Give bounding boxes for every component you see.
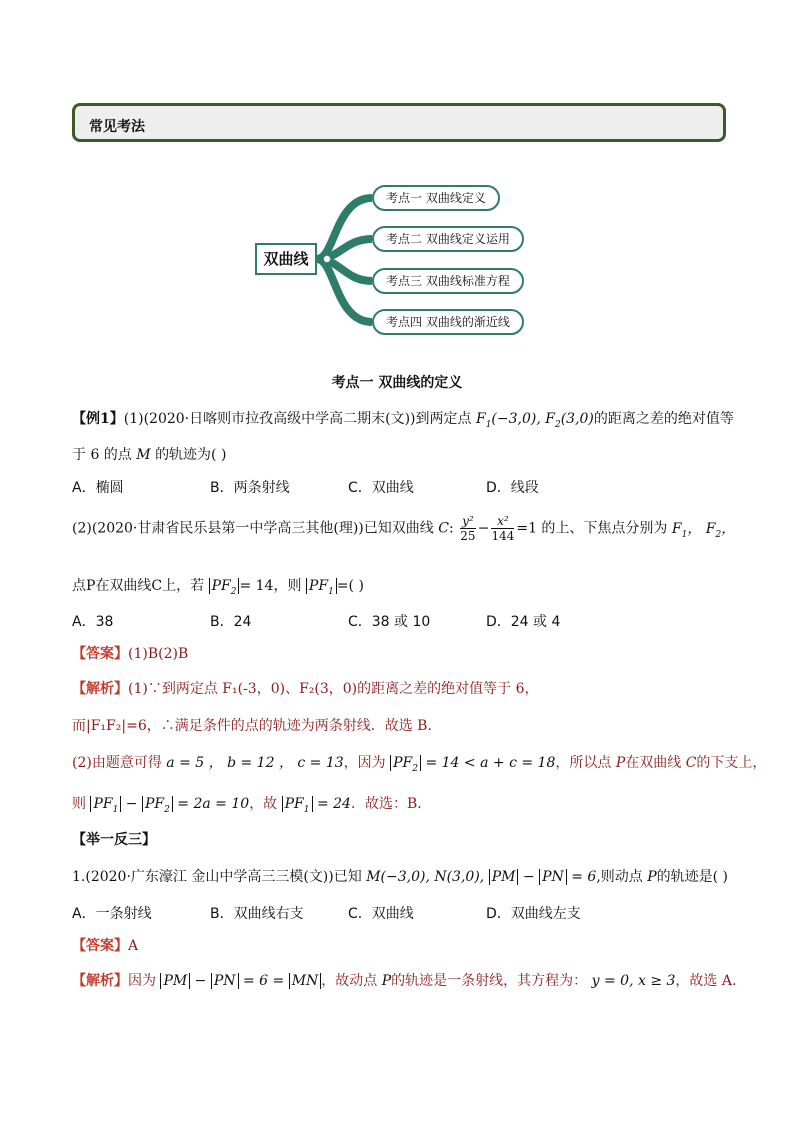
option-2d: D．24 或 4 [486,614,561,630]
math-foci: $F_1(-3,0)$, $F_2(3,0)$ [475,411,594,430]
math-p: P [615,755,626,771]
option-2a: A．38 [72,614,114,630]
math-pf1: $PF_1$ [306,578,337,594]
math-p3: P [381,973,392,989]
analysis-text-3a: (2)由题意可得 [72,755,162,771]
practice-analysis-d: ，故选 A. [675,973,737,989]
analysis-line3 [72,752,766,774]
analysis-line4 [72,793,422,815]
analysis-text-1: (1)∵到两定点 F₁(-3，0)、F₂(3，0)的距离之差的绝对值等于 6， [128,681,539,697]
option-1a: A．椭圆 [72,480,124,496]
example1-line4 [72,575,364,597]
math-abc: a = 5 ， b = 12 ， c = 13 [166,755,344,771]
practice-analysis-label: 【解析】 [72,973,128,989]
mindmap-branch-4: 考点四 双曲线的渐近线 [372,309,524,335]
option-1b: B．两条射线 [210,480,290,496]
practice-analysis-a: 因为 [128,973,156,989]
math-frac-x: $\frac{\text{x²}}{144}$ [491,514,515,543]
math-pf2: $PF_2$ [209,578,240,594]
option-1d: D．线段 [486,480,539,496]
mindmap-branch-2: 考点二 双曲线定义运用 [372,226,524,252]
practice-analysis-c: 的轨迹是一条射线，其方程为： [391,973,588,989]
practice-analysis-b: ，故动点 [321,973,378,989]
math-m: M [136,447,151,463]
analysis-line1 [72,678,539,698]
practice-text-a: 1.(2020·广东濠江 金山中学高三三模(文))已知 [72,869,362,885]
math-c2: C [685,755,697,771]
section-title: 考点一 双曲线的定义 [331,375,463,391]
answer-text: (1)B(2)B [128,646,189,662]
practice-option-c: C．双曲线 [348,906,414,922]
math-ineq: $PF_2 = 14 < a + c = 18$ [390,755,555,771]
analysis-text-3b: ，因为 [343,755,386,771]
example1-line2 [72,444,226,464]
practice-answer-label: 【答案】 [72,938,128,954]
math-c: C [438,520,449,537]
header-title: 常见考法 [89,119,145,135]
practice-text-c: 的轨迹是( ) [656,869,729,885]
example1-text-e: (2)(2020·甘肃省民乐县第一中学高三其他(理))已知双曲线 [72,520,434,537]
practice-text-b: ,则动点 [596,869,643,885]
practice-analysis-line [72,970,736,990]
math-f1f2: $F_1$， $F_2$， [671,520,736,540]
example1-text-g: 点P在双曲线C上，若 [72,578,205,594]
mindmap-root: 双曲线 [255,243,317,275]
example-label: 【例1】 [72,411,124,427]
example1-line1 [72,408,734,430]
example1-text-i: =( ) [336,578,364,594]
example1-text-a: (1)(2020·日喀则市拉孜高级中学高二期末(文))到两定点 [123,411,472,427]
math-pm-pn: PM − PN = 6 = MN [160,973,321,989]
practice-answer-line [72,935,138,955]
analysis-label: 【解析】 [72,681,128,697]
mindmap-branch-3: 考点三 双曲线标准方程 [372,268,524,294]
practice-option-d: D．双曲线左支 [486,906,581,922]
example1-text-h: = 14，则 [239,578,302,594]
example1-text-b: 的距离之差的绝对值等 [593,411,734,427]
analysis-text-4b: ，故 [249,796,278,812]
option-2b: B．24 [210,614,252,630]
option-1c: C．双曲线 [348,480,414,496]
math-pf1-val: $PF_1 = 24$ [282,796,351,812]
analysis-text-4a: 则 [72,796,86,812]
example1-text-d: 的轨迹为( ) [155,447,227,463]
answer-line [72,643,188,663]
practice-q1 [72,866,728,886]
math-mn: M(−3,0), N(3,0), PM − PN = 6 [366,869,597,885]
example1-text-f: =1 的上、下焦点分别为 [516,520,668,537]
math-ray: y = 0, x ≥ 3 [591,973,676,989]
math-diff: $PF_1 - PF_2 = 2a = 10$ [90,796,249,812]
math-p2: P [647,869,657,885]
analysis-text-4c: ．故选：B. [350,796,422,812]
practice-option-a: A．一条射线 [72,906,152,922]
math-frac-y: $\frac{\text{y²}}{25}$ [460,514,476,543]
analysis-line2: 而|F₁F₂|=6，∴满足条件的点的轨迹为两条射线．故选 B． [72,718,442,734]
option-2c: C．38 或 10 [348,614,431,630]
example1-text-c: 于 6 的点 [72,447,132,463]
analysis-text-3e: 的下支上， [696,755,767,771]
practice-answer: A [128,938,139,954]
example1-line3: (2)(2020·甘肃省民乐县第一中学高三其他(理))已知双曲线 C: $\frac{\text{y²}}{25}$ − $\frac{\text{x²}}{144}$ =1 的上、下焦点分别为 $F_1$， $F_2$， [72,514,736,543]
answer-label: 【答案】 [72,646,128,662]
practice-option-b: B．双曲线右支 [210,906,304,922]
analysis-text-3c: ，所以点 [555,755,612,771]
practice-label: 【举一反三】 [72,832,156,848]
mindmap-branch-1: 考点一 双曲线定义 [372,185,500,211]
analysis-text-3d: 在双曲线 [625,755,682,771]
